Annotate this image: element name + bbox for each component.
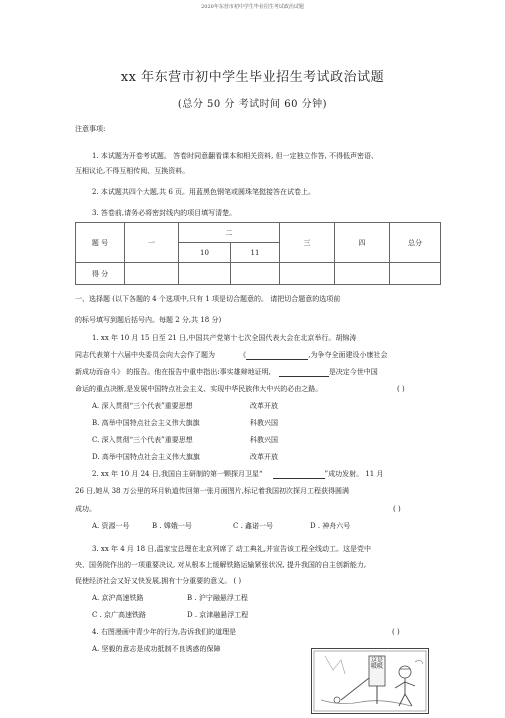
- q1-line-2-tail: ,为争夺全面建设小康社会: [308, 351, 388, 359]
- notice-line-2: 互相议论,不得互相传阅、互换资料。: [75, 167, 190, 175]
- q3-line-3: 促使经济社会又好又快发展,拥有十分重要的意义。 ( ): [75, 577, 242, 585]
- score-cell-total[interactable]: [390, 263, 441, 285]
- q2-line-1: [92, 470, 383, 479]
- q2-option-d[interactable]: D . 神舟六号: [310, 522, 351, 530]
- q1-line-3-text: 新成功而奋斗》 的报告。他在报告中重申指出:事实雄辩地证明,: [75, 368, 271, 376]
- exam-title: xx 年东营市初中学生毕业招生考试政治试题: [120, 70, 385, 85]
- q1-line-3-tail: 是决定今世中国: [328, 368, 378, 376]
- score-cell-3[interactable]: [280, 263, 335, 285]
- q1-blank-1[interactable]: [246, 351, 308, 360]
- notice-line-3: 2. 本试题共四个大题,共 6 页。用蓝黑色钢笔或圆珠笔挺接答在试卷上。: [92, 188, 316, 196]
- score-row-label: 得 分: [76, 263, 125, 285]
- score-cell-11[interactable]: [231, 263, 280, 285]
- q4-line-1: 4. 右图漫画中青少年的行为,告诉我们的道理是: [92, 628, 237, 636]
- score-header-label: 题 号: [76, 223, 125, 263]
- q1-option-d-right: 改革开放: [250, 453, 278, 461]
- q2-line-1-text: 2. xx 年 10 月 24 日,我国自主研制的第一颗探月卫星“: [92, 470, 263, 478]
- q3-line-1: 3. xx 年 4 月 18 日,温家宝总理在北京列席了 动工典礼,并宣告该工程全线动工。这是党中: [92, 545, 371, 553]
- cartoon-illustration: [311, 648, 429, 714]
- q1-option-c[interactable]: C. 深入贯彻“三个代表”重要思想: [92, 436, 193, 444]
- q2-line-1-tail: ”成功发射。 11 月: [324, 470, 384, 478]
- notice-line-1: 1. 本试题为开卷考试题。 答卷时同意翻看课本和相关资料, 但一定独立作答, 不得低声密语、: [92, 152, 379, 160]
- notice-line-4: 3. 答卷前,请务必将密封线内的项目填写清楚。: [92, 209, 237, 217]
- q3-option-a[interactable]: A. 京沪高速铁路: [92, 594, 144, 602]
- score-cell-10[interactable]: [179, 263, 231, 285]
- score-header-section-1: 一: [125, 223, 179, 263]
- score-header-total: 总分: [390, 223, 441, 263]
- q2-line-3: 成功。: [75, 505, 96, 513]
- q1-option-d[interactable]: D. 高举中国特点社会主义伟大旗旗: [92, 453, 200, 461]
- q1-option-a-right: 改革开放: [250, 402, 278, 410]
- q1-option-b-right: 科教兴国: [250, 419, 278, 427]
- q2-option-b[interactable]: B . 嫦娥一号: [152, 522, 192, 530]
- q1-answer-bracket[interactable]: ( ): [397, 385, 405, 393]
- score-header-section-2: 二: [179, 223, 280, 243]
- q1-line-4: 命运的重点决断,是发展中国特点社会主义、实现中华民族伟大中兴的必由之路。: [75, 385, 323, 393]
- q3-option-b[interactable]: B . 沪宁融悬浮工程: [187, 594, 248, 602]
- q1-option-a[interactable]: A. 深入贯彻“三个代表”重要思想: [92, 402, 193, 410]
- score-subheader-10: 10: [179, 243, 231, 263]
- q3-option-c[interactable]: C . 京广高速铁路: [92, 611, 147, 619]
- q2-line-2: 26 日,她从 38 万公里的环月轨道传回第一张月面图片,标记着我国初次探月工程获得圆满: [75, 487, 349, 495]
- q2-option-c[interactable]: C . 鑫诺一号: [233, 522, 274, 530]
- q1-line-2: [75, 351, 387, 360]
- q1-line-1: 1. xx 年 10 月 15 日至 21 日,中国共产党第十七次全国代表大会在北京举行。胡锦涛: [92, 334, 357, 342]
- score-cell-1[interactable]: [125, 263, 179, 285]
- score-cell-4[interactable]: [335, 263, 390, 285]
- q2-blank[interactable]: [273, 470, 325, 479]
- q4-option-a[interactable]: A. 坚毅的意志是成功抵制不良诱惑的保障: [92, 645, 221, 653]
- q1-blank-2[interactable]: [279, 368, 329, 377]
- section1-intro-2: 的标号填写到题后括号内。每题 2 分,共 18 分): [75, 316, 222, 324]
- q1-open-bracket: 《: [239, 351, 247, 359]
- q2-option-a[interactable]: A. 资源一号: [92, 522, 130, 530]
- q1-line-3: [75, 368, 378, 377]
- score-table: [75, 222, 441, 285]
- q4-answer-bracket[interactable]: ( ): [392, 628, 400, 636]
- score-header-section-4: 四: [335, 223, 390, 263]
- q2-answer-bracket[interactable]: ( ): [393, 505, 401, 513]
- q3-line-2: 央、国务院作出的一项重要决议, 对从根本上缓解铁路运输紧张状况, 提升我国的自主创新能力,: [75, 561, 367, 569]
- cartoon-sign-text: 这是吸吸: [371, 657, 384, 670]
- q1-option-b[interactable]: B. 高举中国特点社会主义伟大旗旗: [92, 419, 200, 427]
- page-header: 2020年东营市初中学生毕业招生考试政治试题: [201, 4, 304, 10]
- exam-subtitle: (总分 50 分 考试时间 60 分钟): [177, 99, 328, 110]
- score-header-section-3: 三: [280, 223, 335, 263]
- q1-line-2-text: 同志代表第十六届中央委员会向大会作了题为: [75, 351, 215, 359]
- q1-option-c-right: 科教兴国: [250, 436, 278, 444]
- notice-heading: 注意事项:: [75, 125, 106, 133]
- q3-option-d[interactable]: D . 京津融悬浮工程: [187, 611, 249, 619]
- score-subheader-11: 11: [231, 243, 280, 263]
- section1-intro-1: 一、选择题 (以下各题的 4 个选项中,只有 1 项是切合题意的。 请把切合题意的选项前: [75, 295, 341, 303]
